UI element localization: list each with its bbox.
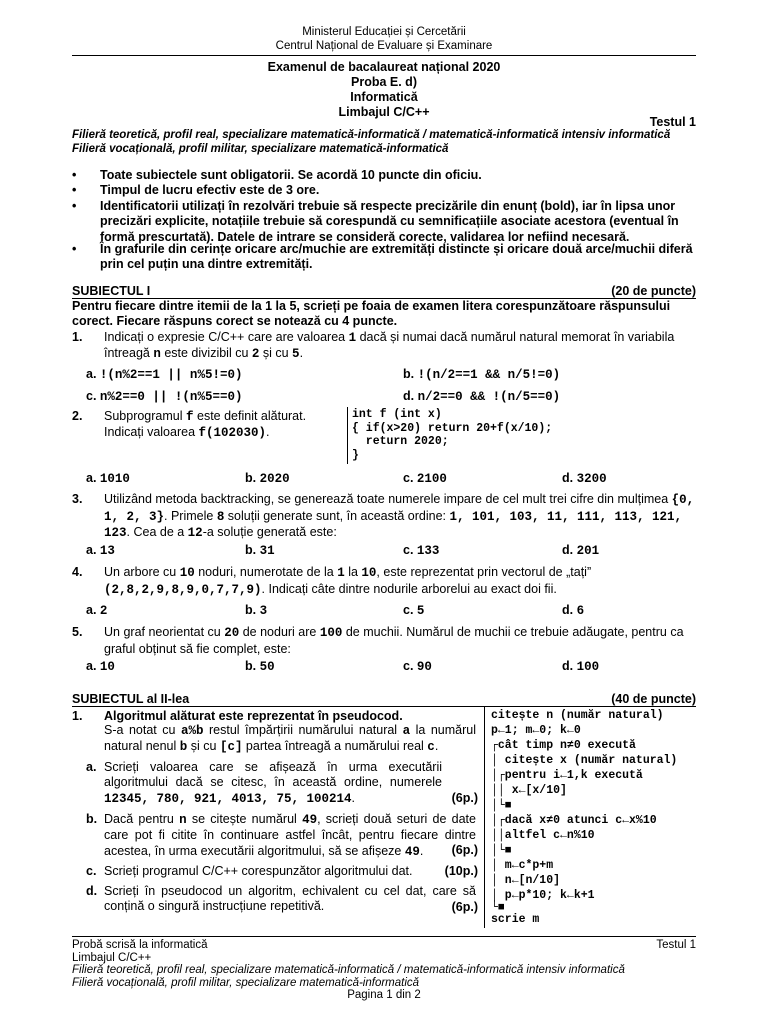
option-value: 1010 bbox=[99, 472, 130, 486]
answer-option[interactable] bbox=[86, 471, 130, 486]
pseudocode-line: │ p←p*10; k←k+1 bbox=[491, 889, 595, 902]
header-divider bbox=[72, 55, 696, 56]
answer-option[interactable] bbox=[245, 659, 275, 674]
code: 12345, 780, 921, 4013, 75, 100214 bbox=[104, 791, 352, 806]
subquestion-c-text: Scrieți programul C/C++ corespunzător algoritmului dat. bbox=[104, 864, 413, 878]
option-value: 10 bbox=[99, 660, 115, 674]
option-letter: c. bbox=[403, 543, 414, 557]
subquestion-points: (6p.) bbox=[451, 843, 478, 857]
answer-option[interactable] bbox=[562, 543, 599, 558]
text: Indicați valoarea bbox=[104, 425, 199, 439]
code: 49 bbox=[404, 844, 420, 859]
code: 20 bbox=[224, 626, 240, 640]
text: soluții generate sunt, în această ordine: bbox=[224, 508, 450, 523]
answer-option[interactable] bbox=[562, 659, 599, 674]
question-5-text bbox=[104, 625, 696, 657]
answer-option[interactable] bbox=[403, 367, 560, 382]
answer-option[interactable] bbox=[86, 367, 242, 382]
option-letter: c. bbox=[403, 603, 414, 617]
pseudocode-line: ┌cât timp n≠0 execută bbox=[491, 739, 636, 752]
rule-item: Identificatorii utilizați în rezolvări trebuie să respecte precizările din enunț (bold), iar în lipsa unor precizări explicite, notațiile trebuie să corespundă cu semnificațiile asociate acestora (eventual în formă prescurtată). Datele de intrare se consideră corecte, validarea lor nefiind necesară. bbox=[100, 199, 679, 244]
pseudocode-line: │┌dacă x≠0 atunci c←x%10 bbox=[491, 814, 657, 827]
rule-item: În grafurile din cerințe oricare arc/muchie are extremități distincte și oricare două arce/muchii diferă prin cel puțin una dintre extremități. bbox=[100, 242, 693, 271]
pseudocode-line: ││ x←[x/10] bbox=[491, 784, 567, 797]
footer-line: Probă scrisă la informatică bbox=[72, 939, 208, 951]
question-description bbox=[104, 723, 476, 755]
exam-title bbox=[72, 60, 696, 120]
text: Dacă pentru bbox=[104, 812, 180, 826]
question-number: 4. bbox=[72, 565, 83, 579]
text: este definit alăturat. bbox=[193, 409, 307, 423]
pseudocode-line: scrie m bbox=[491, 913, 540, 926]
exam-proba: Proba E. d) bbox=[351, 75, 417, 89]
code: 1 bbox=[348, 331, 357, 345]
subquestion-b-text bbox=[104, 812, 476, 860]
text: Scrieți valoarea care se afișează în urma executării algoritmului dacă se citesc, în această ordine, numerele bbox=[104, 760, 442, 790]
code: [c] bbox=[219, 740, 243, 754]
option-value: 50 bbox=[259, 660, 275, 674]
subquestion-points: (6p.) bbox=[451, 900, 478, 914]
code: 49 bbox=[302, 813, 318, 827]
text: Utilizând metoda backtracking, se generează toate numerele impare de cel mult trei cifre din mulțimea bbox=[104, 492, 672, 506]
text: . Cea de a bbox=[126, 525, 188, 539]
subquestion-d-text: Scrieți în pseudocod un algoritm, echivalent cu cel dat, care să conțină o singură instrucțiune repetitivă. bbox=[104, 884, 476, 914]
question-2-text bbox=[104, 409, 344, 441]
answer-option[interactable] bbox=[403, 543, 439, 558]
section-1-heading: SUBIECTUL I bbox=[72, 284, 151, 298]
option-letter: c. bbox=[86, 389, 97, 403]
exam-language: Limbajul C/C++ bbox=[338, 105, 430, 119]
option-value: 6 bbox=[576, 604, 585, 618]
option-letter: a. bbox=[86, 543, 97, 557]
option-letter: b. bbox=[245, 471, 257, 485]
text: noduri, numerotate de la bbox=[194, 565, 338, 579]
text: -a soluție generată este: bbox=[202, 525, 337, 539]
answer-option[interactable] bbox=[86, 389, 242, 404]
text: . bbox=[266, 425, 270, 439]
option-letter: d. bbox=[562, 471, 574, 485]
option-letter: d. bbox=[403, 389, 415, 403]
option-letter: c. bbox=[403, 471, 414, 485]
text: la bbox=[344, 565, 362, 579]
answer-option[interactable] bbox=[562, 603, 584, 618]
code: n bbox=[153, 347, 161, 361]
code: c bbox=[427, 740, 435, 754]
code: 1 bbox=[337, 566, 345, 580]
option-value: 31 bbox=[259, 544, 275, 558]
text: se citește numărul bbox=[186, 812, 303, 826]
exam-subject: Informatică bbox=[350, 90, 418, 104]
bullet-icon: • bbox=[72, 242, 77, 256]
pseudocode-line: p←1; m←0; k←0 bbox=[491, 724, 581, 737]
code: 12 bbox=[187, 526, 203, 540]
text: . bbox=[351, 790, 356, 805]
code: f(102030) bbox=[198, 426, 267, 440]
answer-option[interactable] bbox=[86, 603, 107, 618]
text: . Indicați câte dintre nodurile arborelui au exact doi fii. bbox=[261, 581, 557, 596]
code: 1, 101, 103, 11, 111, 113, 121, 123 bbox=[104, 509, 683, 540]
code: 8 bbox=[216, 509, 225, 524]
option-letter: a. bbox=[86, 367, 97, 381]
option-value: 2100 bbox=[416, 472, 447, 486]
subquestion-letter: b. bbox=[86, 812, 98, 826]
pseudocode-line: ││altfel c←n%10 bbox=[491, 829, 595, 842]
footer-line: Limbajul C/C++ bbox=[72, 951, 152, 964]
option-letter: d. bbox=[562, 603, 574, 617]
option-value: 201 bbox=[576, 544, 600, 558]
text: Un arbore cu bbox=[104, 565, 180, 579]
pseudocode-line: │┌pentru i←1,k execută bbox=[491, 769, 643, 782]
code: 10 bbox=[361, 566, 377, 580]
section-2-points: (40 de puncte) bbox=[611, 692, 696, 706]
pseudocode-line: citește n (număr natural) bbox=[491, 709, 664, 722]
text: S-a notat cu bbox=[104, 723, 181, 737]
profiles bbox=[72, 128, 712, 156]
answer-option[interactable] bbox=[403, 603, 424, 618]
answer-option[interactable] bbox=[403, 471, 447, 486]
option-value: 3200 bbox=[576, 472, 607, 486]
code: 100 bbox=[319, 626, 343, 640]
footer-test-number: Testul 1 bbox=[656, 939, 696, 951]
question-number: 1. bbox=[72, 709, 83, 723]
subquestion-a-text bbox=[104, 760, 442, 807]
option-letter: a. bbox=[86, 659, 97, 673]
footer-divider bbox=[72, 936, 696, 937]
text: . bbox=[434, 739, 439, 753]
text: este divizibil cu bbox=[160, 346, 252, 360]
option-letter: b. bbox=[245, 659, 257, 673]
question-4-text bbox=[104, 565, 696, 598]
text: . bbox=[299, 346, 304, 360]
bullet-icon: • bbox=[72, 168, 77, 182]
answer-option[interactable] bbox=[245, 543, 275, 558]
option-value: 13 bbox=[99, 544, 115, 558]
text: , scrieți două seturi de date care pot fi citite în continuare astfel încât, pentru fiecare dintre acestea, în urma executării algoritmului, să se afișeze bbox=[104, 812, 476, 858]
pseudocode-line: │ m←c*p+m bbox=[491, 859, 554, 872]
question-number: 1. bbox=[72, 330, 83, 344]
option-value: 90 bbox=[416, 660, 432, 674]
text: , este reprezentat prin vectorul de „tați” bbox=[376, 565, 592, 579]
bullet-icon: • bbox=[72, 183, 77, 197]
text: și cu bbox=[187, 739, 220, 753]
rule-item: Timpul de lucru efectiv este de 3 ore. bbox=[100, 183, 320, 197]
code: 5 bbox=[292, 347, 300, 361]
option-letter: a. bbox=[86, 603, 97, 617]
answer-option[interactable] bbox=[562, 471, 607, 486]
footer-line: Filieră teoretică, profil real, specializare matematică-informatică / matematică-informatică intensiv informatică bbox=[72, 964, 625, 976]
text: . Primele bbox=[164, 508, 217, 523]
option-value: n%2==0 || !(n%5==0) bbox=[99, 390, 243, 404]
code-box-border bbox=[347, 407, 348, 464]
text: dacă și numai dacă numărul natural memorat în variabila întreagă bbox=[104, 330, 675, 360]
option-value: 3 bbox=[259, 604, 268, 618]
option-letter: d. bbox=[562, 543, 574, 557]
footer-line: Filieră vocațională, profil militar, specializare matematică-informatică bbox=[72, 976, 420, 989]
code: (2,8,2,9,8,9,0,7,7,9) bbox=[104, 582, 262, 597]
option-letter: b. bbox=[245, 543, 257, 557]
footer bbox=[72, 939, 712, 989]
pseudocode-line: └■ bbox=[491, 901, 505, 914]
question-3-text bbox=[104, 492, 696, 542]
answer-option[interactable] bbox=[86, 659, 115, 674]
text: Subprogramul bbox=[104, 409, 186, 423]
text: și cu bbox=[259, 346, 293, 360]
answer-option[interactable] bbox=[245, 603, 267, 618]
question-1-text bbox=[104, 330, 696, 362]
code: a%b bbox=[180, 724, 204, 738]
question-number: 2. bbox=[72, 409, 83, 423]
section-1-intro: Pentru fiecare dintre itemii de la 1 la 5, scrieți pe foaia de examen litera corespunzătoare răspunsului corect. Fiecare răspuns corect se notează cu 4 puncte. bbox=[72, 299, 671, 328]
option-value: !(n/2==1 && n/5!=0) bbox=[417, 368, 561, 382]
question-number: 3. bbox=[72, 492, 83, 506]
profile-line: Filieră vocațională, profil militar, specializare matematică-informatică bbox=[72, 143, 449, 155]
subquestion-points: (6p.) bbox=[451, 791, 478, 805]
code: n bbox=[179, 813, 187, 827]
answer-option[interactable] bbox=[86, 543, 115, 558]
option-letter: c. bbox=[403, 659, 414, 673]
text: de muchii. Numărul de muchii ce trebuie adăugate, pentru ca graful obținut să fie complet, este: bbox=[104, 625, 684, 656]
answer-option[interactable] bbox=[403, 389, 560, 404]
pseudocode-line: │ n←[n/10] bbox=[491, 874, 561, 887]
answer-option[interactable] bbox=[245, 471, 290, 486]
text: Un graf neorientat cu bbox=[104, 625, 225, 639]
option-value: 2 bbox=[99, 604, 108, 618]
option-letter: b. bbox=[245, 603, 257, 617]
code: b bbox=[179, 740, 188, 754]
option-letter: d. bbox=[562, 659, 574, 673]
test-number: Testul 1 bbox=[649, 115, 696, 129]
code: {0, 1, 2, 3} bbox=[104, 493, 695, 524]
pseudocode-line: │└■ bbox=[491, 799, 512, 812]
code: a bbox=[402, 724, 411, 738]
option-value: 5 bbox=[416, 604, 425, 618]
text: de noduri are bbox=[239, 625, 320, 639]
pseudocode-line: │ citește x (număr natural) bbox=[491, 754, 678, 767]
section-2-divider bbox=[72, 706, 696, 707]
bullet-icon: • bbox=[72, 199, 77, 213]
header bbox=[72, 25, 696, 53]
option-value: !(n%2==1 || n%5!=0) bbox=[99, 368, 243, 382]
answer-option[interactable] bbox=[403, 659, 432, 674]
option-value: n/2==0 && !(n/5==0) bbox=[417, 390, 561, 404]
page-number: Pagina 1 din 2 bbox=[347, 989, 421, 1001]
question-title: Algoritmul alăturat este reprezentat în pseudocod. bbox=[104, 709, 403, 723]
question-number: 5. bbox=[72, 625, 83, 639]
code: f bbox=[186, 410, 194, 424]
pseudocode-line: │└■ bbox=[491, 844, 512, 857]
profile-line: Filieră teoretică, profil real, specializare matematică-informatică / matematică-informatică intensiv informatică bbox=[72, 129, 671, 141]
subquestion-points: (10p.) bbox=[444, 864, 478, 878]
section-1-points: (20 de puncte) bbox=[611, 284, 696, 298]
option-value: 133 bbox=[416, 544, 440, 558]
text: la numărul natural nenul bbox=[104, 723, 477, 753]
subquestion-letter: d. bbox=[86, 884, 98, 898]
section-2-heading: SUBIECTUL al II-lea bbox=[72, 692, 190, 706]
option-letter: a. bbox=[86, 471, 97, 485]
rule-item: Toate subiectele sunt obligatorii. Se acordă 10 puncte din oficiu. bbox=[100, 168, 482, 182]
text: Indicați o expresie C/C++ care are valoarea bbox=[104, 330, 349, 344]
option-value: 2020 bbox=[259, 472, 290, 486]
center-name: Centrul Național de Evaluare și Examinare bbox=[275, 40, 493, 52]
text: partea întreagă a numărului real bbox=[242, 739, 428, 753]
option-letter: b. bbox=[403, 367, 415, 381]
code: 2 bbox=[251, 347, 260, 361]
code: 10 bbox=[179, 566, 195, 580]
pseudocode-box-border bbox=[484, 706, 485, 928]
subquestion-letter: c. bbox=[86, 864, 97, 878]
ministry-name: Ministerul Educației și Cercetării bbox=[302, 26, 466, 38]
text: . bbox=[419, 843, 424, 858]
function-code: int f (int x) { if(x>20) return 20+f(x/10); return 2020; } bbox=[352, 408, 553, 462]
subquestion-letter: a. bbox=[86, 760, 97, 774]
exam-name: Examenul de bacalaureat național 2020 bbox=[267, 60, 501, 74]
text: restul împărțirii numărului natural bbox=[203, 723, 403, 737]
option-value: 100 bbox=[576, 660, 600, 674]
